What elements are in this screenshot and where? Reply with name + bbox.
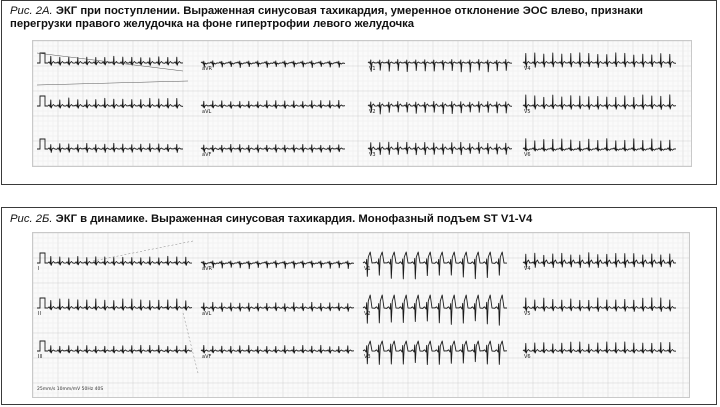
ecg-lead-V1 <box>363 252 507 279</box>
lead-label: V6 <box>524 152 531 158</box>
ecg-chart-2a <box>33 41 691 166</box>
figure-2b-label: Рис. 2Б. <box>10 213 53 225</box>
lead-label: III <box>38 354 43 360</box>
lead-label: aVF <box>202 152 212 158</box>
ecg-strip-2a <box>32 40 692 167</box>
ecg-trace <box>368 142 512 155</box>
lead-label: aVL <box>202 109 212 115</box>
ecg-strip-2b <box>32 232 690 398</box>
ecg-trace <box>368 101 512 114</box>
lead-label: aVF <box>202 354 212 360</box>
figure-2a-label: Рис. 2А. <box>10 5 53 17</box>
lead-label: V5 <box>524 311 531 317</box>
ecg-trace <box>201 302 354 311</box>
ecg-footer: 25mm/s 10mm/mV 50Hz 40S <box>37 387 104 392</box>
ecg-lead-III <box>37 341 192 360</box>
lead-label: V1 <box>369 66 376 72</box>
ecg-chart-2b <box>33 233 689 397</box>
lead-label: V3 <box>364 354 371 360</box>
ecg-trace <box>201 261 354 269</box>
lead-label: I <box>38 266 40 272</box>
lead-label: V4 <box>524 66 531 72</box>
lead-label: V5 <box>524 109 531 115</box>
ecg-lead-unlabeled <box>37 53 183 65</box>
ecg-lead-I <box>37 253 192 272</box>
ecg-trace <box>363 295 507 325</box>
lead-label: V6 <box>524 354 531 360</box>
ecg-lead-V3 <box>368 142 512 158</box>
figure-2a-caption-text: ЭКГ при поступлении. Выраженная синусовая тахикардия, умеренное отклонение ЭОС влево, признаки перегрузки правого желудочка на фоне гипертрофии левого желудочка <box>10 5 643 30</box>
figure-2a-caption <box>10 5 706 31</box>
lead-label: V2 <box>364 311 371 317</box>
ecg-trace <box>48 345 192 353</box>
figure-2b-caption-text: ЭКГ в динамике. Выраженная синусовая тахикардия. Монофазный подъем ST V1-V4 <box>55 213 533 225</box>
lead-label: V3 <box>369 152 376 158</box>
lead-label: V4 <box>524 266 531 272</box>
ecg-lead-aVR <box>201 261 354 272</box>
lead-label: V2 <box>369 109 376 115</box>
figure-2b-caption <box>10 213 706 226</box>
lead-label: II <box>38 311 41 317</box>
ecg-lead-II <box>37 298 192 317</box>
lead-label: aVR <box>202 266 212 272</box>
lead-label: aVL <box>202 311 212 317</box>
scratch-line <box>37 81 188 85</box>
ecg-lead-V2 <box>363 295 507 325</box>
figure-2a <box>1 0 717 185</box>
ecg-lead-aVL <box>201 302 354 317</box>
lead-label: aVR <box>202 66 212 72</box>
ecg-lead-unlabeled <box>37 96 183 108</box>
ecg-trace <box>48 299 192 310</box>
ecg-lead-V2 <box>368 101 512 115</box>
figure-2b <box>1 207 717 405</box>
ecg-trace <box>363 252 507 279</box>
lead-label: V1 <box>364 266 371 272</box>
ecg-trace <box>201 345 354 353</box>
ecg-trace <box>48 256 192 265</box>
